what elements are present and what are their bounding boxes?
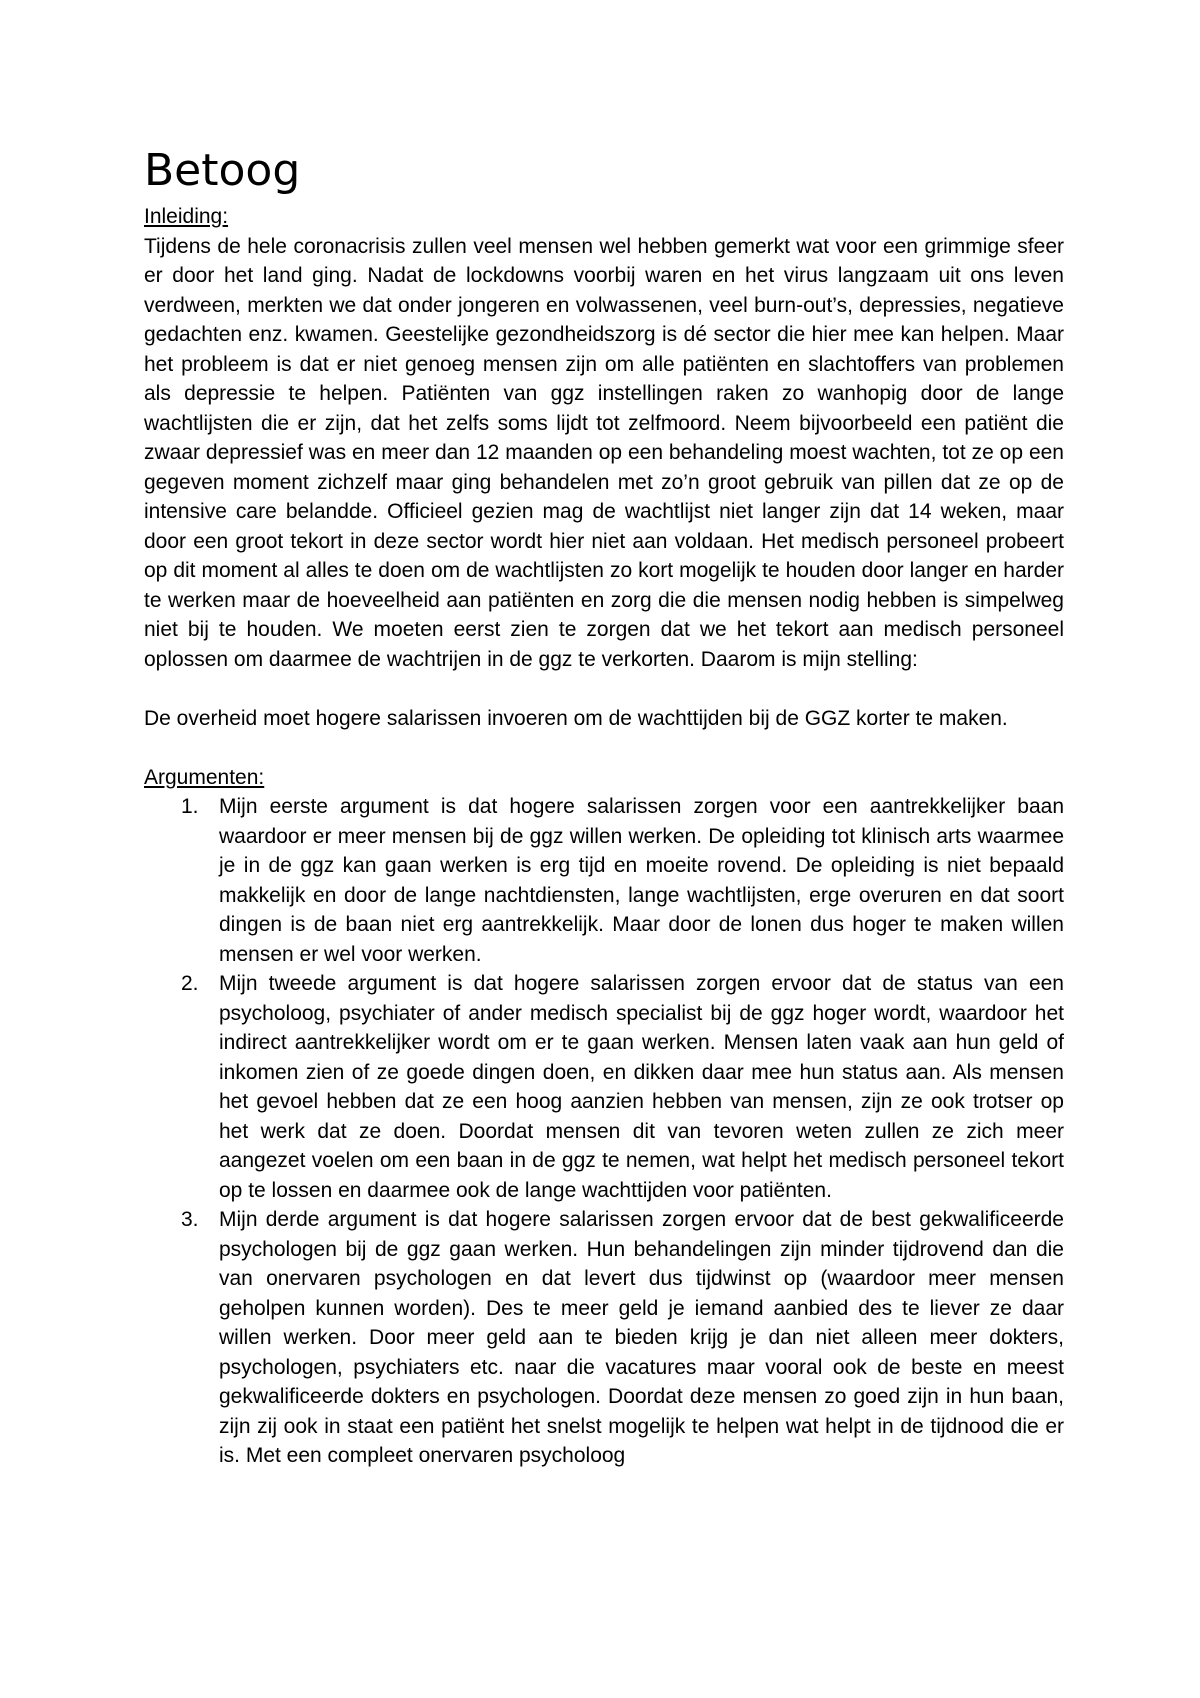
argument-text: Mijn derde argument is dat hogere salarissen zorgen ervoor dat de best gekwalificeerde psychologen bij de ggz gaan werken. Hun behandelingen zijn minder tijdrovend dan die van onervaren psychologen en dat levert dus tijdwinst op (waardoor meer mensen geholpen kunnen worden). Des te meer geld je iemand aanbied des te liever ze daar willen werken. Door meer geld aan te bieden krijg je dan niet alleen meer dokters, psychologen, psychiaters etc. naar die vacatures maar vooral ook de beste en meest gekwalificeerde dokters en psychologen. Doordat deze mensen zo goed zijn in hun baan, zijn zij ook in staat een patiënt het snelst mogelijk te helpen wat helpt in de tijdnood die er is. Met een compleet onervaren psycholoog bbox=[219, 1208, 1064, 1467]
argument-text: Mijn tweede argument is dat hogere salarissen zorgen ervoor dat de status van een psycholoog, psychiater of ander medisch specialist bij de ggz hoger wordt, waardoor het indirect aantrekkelijker wordt om er te gaan werken. Mensen laten vaak aan hun geld of inkomen zien of ze goede dingen doen, en dikken daar mee hun status aan. Als mensen het gevoel hebben dat ze een hoog aanzien hebben van mensen, zijn ze ook trotser op het werk dat ze doen. Doordat mensen dit van tevoren weten zullen ze zich meer aangezet voelen om een baan in de ggz te nemen, wat helpt het medisch personeel tekort op te lossen en daarmee ook de lange wachttijden voor patiënten. bbox=[219, 972, 1064, 1202]
blank-line bbox=[144, 674, 1064, 704]
intro-heading: Inleiding: bbox=[144, 205, 229, 228]
argument-number: 2. bbox=[181, 972, 199, 995]
argument-item bbox=[144, 1205, 1064, 1471]
argument-number: 3. bbox=[181, 1208, 199, 1231]
argument-item bbox=[144, 969, 1064, 1205]
document-page bbox=[144, 140, 1064, 1471]
arguments-list bbox=[144, 792, 1064, 1471]
argument-number: 1. bbox=[181, 795, 199, 818]
thesis-statement: De overheid moet hogere salarissen invoeren om de wachttijden bij de GGZ korter te maken. bbox=[144, 706, 1008, 730]
argument-item bbox=[144, 792, 1064, 969]
blank-line bbox=[144, 733, 1064, 763]
arguments-heading: Argumenten: bbox=[144, 765, 265, 789]
document-title: Betoog bbox=[144, 145, 301, 196]
intro-paragraph: Tijdens de hele coronacrisis zullen veel mensen wel hebben gemerkt wat voor een grimmige sfeer er door het land ging. Nadat de lockdowns voorbij waren en het virus langzaam uit ons leven verdween, merkten we dat onder jongeren en volwassenen, veel burn-out’s, depressies, negatieve gedachten enz. kwamen. Geestelijke gezondheidszorg is dé sector die hier mee kan helpen. Maar het probleem is dat er niet genoeg mensen zijn om alle patiënten en slachtoffers van problemen als depressie te helpen. Patiënten van ggz instellingen raken zo wanhopig door de lange wachtlijsten die er zijn, dat het zelfs soms lijdt tot zelfmoord. Neem bijvoorbeeld een patiënt die zwaar depressief was en meer dan 12 maanden op een behandeling moest wachten, tot ze op een gegeven moment zichzelf maar ging behandelen met zo’n groot gebruik van pillen dat ze op de intensive care belandde. Officieel gezien mag de wachtlijst niet langer zijn dat 14 weken, maar door een groot tekort in deze sector wordt hier niet aan voldaan. Het medisch personeel probeert op dit moment al alles te doen om de wachtlijsten zo kort mogelijk te houden door langer en harder te werken maar de hoeveelheid aan patiënten en zorg die die mensen nodig hebben is simpelweg niet bij te houden. We moeten eerst zien te zorgen dat we het tekort aan medisch personeel oplossen om daarmee de wachtrijen in de ggz te verkorten. Daarom is mijn stelling: bbox=[144, 234, 1064, 671]
argument-text: Mijn eerste argument is dat hogere salarissen zorgen voor een aantrekkelijker baan waardoor er meer mensen bij de ggz willen werken. De opleiding tot klinisch arts waarmee je in de ggz kan gaan werken is erg tijd en moeite rovend. De opleiding is niet bepaald makkelijk en door de lange nachtdiensten, lange wachtlijsten, erge overuren en dat soort dingen is de baan niet erg aantrekkelijk. Maar door de lonen dus hoger te maken willen mensen er wel voor werken. bbox=[219, 795, 1064, 966]
